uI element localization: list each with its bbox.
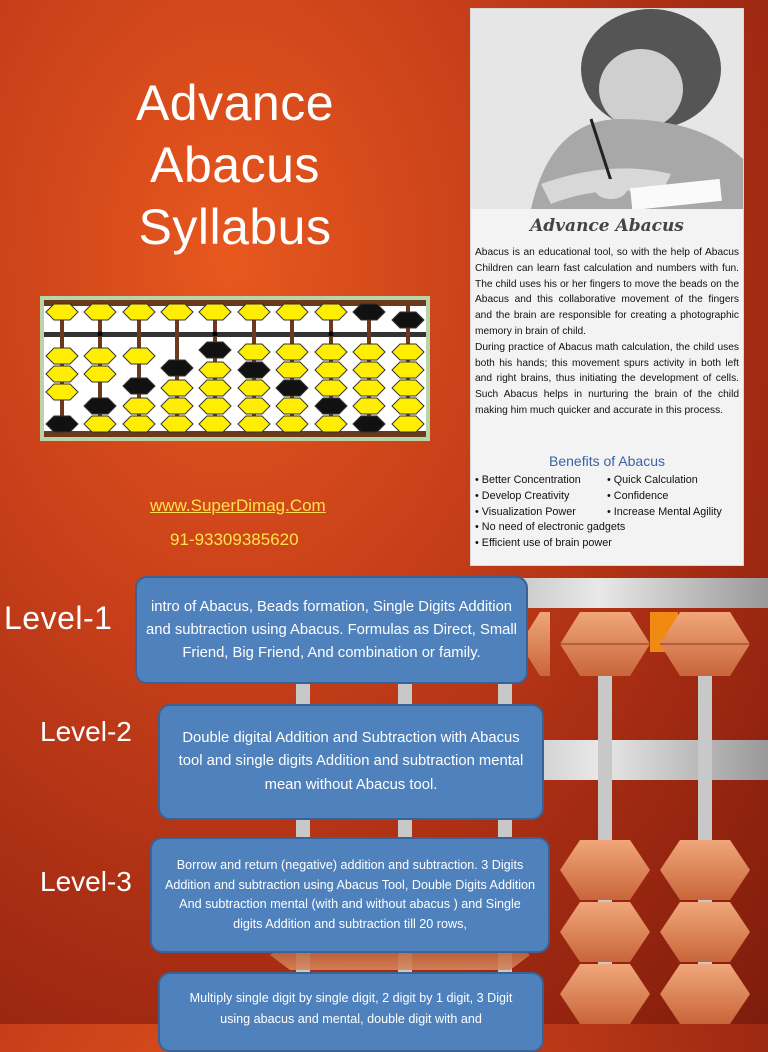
card-paragraph-2: During practice of Abacus math calculation, the child uses both his hands; this movement spurs activity in both left and right brains, thus initiating the development of cells. Such Abacus helps in nurturing the brain of the child making him much quicker and accurate in this process. <box>475 341 739 416</box>
level-1-description: intro of Abacus, Beads formation, Single Digits Addition and subtraction using Abacus. Formulas as Direct, Small Friend, Big Friend, And combination or family. <box>135 576 528 684</box>
info-card <box>470 8 744 566</box>
website-link[interactable]: www.SuperDimag.Com <box>150 496 326 515</box>
level-3-label: Level-3 <box>40 866 132 897</box>
benefits-list <box>475 473 741 552</box>
child-writing-photo <box>471 9 743 209</box>
level-4-description: Multiply single digit by single digit, 2 digit by 1 digit, 3 Digit using abacus and mental, double digit with and <box>158 972 544 1052</box>
benefit-item: • Efficient use of brain power <box>475 537 612 550</box>
benefit-item: • Better Concentration <box>475 474 581 486</box>
title-line-2: Abacus <box>150 137 320 193</box>
benefit-item: • Confidence <box>607 489 669 502</box>
card-title: Advance Abacus <box>530 216 684 236</box>
level-1-label: Level-1 <box>4 600 113 636</box>
level-2-label: Level-2 <box>40 716 132 747</box>
level-3-description: Borrow and return (negative) addition and subtraction. 3 Digits Addition and subtraction using Abacus Tool, Double Digits Addition And subtraction mental (with and without abacus ) and Single digits Addition and subtraction till 20 rows, <box>150 837 550 953</box>
benefits-title: Benefits of Abacus <box>549 453 665 469</box>
benefit-item: • Increase Mental Agility <box>607 505 722 518</box>
benefit-item: • Visualization Power <box>475 505 576 518</box>
abacus-illustration <box>40 296 430 441</box>
page-title <box>60 72 410 258</box>
title-line-1: Advance <box>135 75 335 131</box>
benefit-item: • Quick Calculation <box>607 474 698 486</box>
card-paragraph-1: Abacus is an educational tool, so with the help of Abacus Children can learn fast calculation and numbers with fun. The child uses his or her fingers to move the beads on the Abacus and this collaborative movement of the fingers and the brain are responsible for creating a photographic memory in brain of child. <box>475 247 739 337</box>
card-description <box>475 245 739 419</box>
level-2-description: Double digital Addition and Subtraction with Abacus tool and single digits Addition and subtraction mental mean without Abacus tool. <box>158 704 544 820</box>
title-line-3: Syllabus <box>138 199 332 255</box>
benefit-item: • Develop Creativity <box>475 489 570 502</box>
phone-number: 91-93309385620 <box>170 530 299 549</box>
benefit-item: • No need of electronic gadgets <box>475 521 626 534</box>
